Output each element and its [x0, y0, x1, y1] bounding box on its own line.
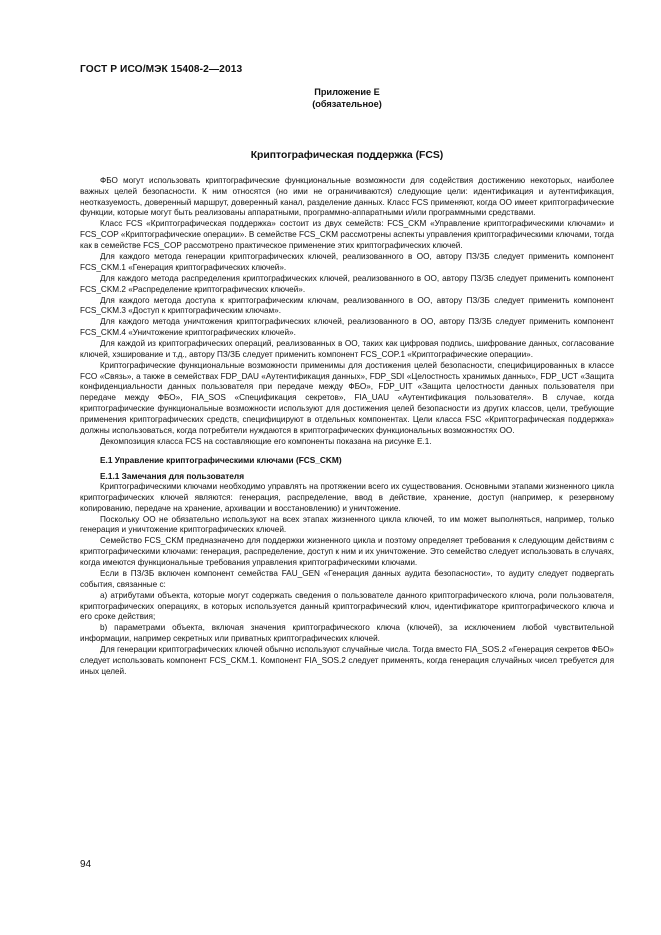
list-item: b) параметрами объекта, включая значения криптографического ключа (ключей), за исключением любой чувствительной информации, например секретных или приватных криптографических ключей. — [80, 623, 614, 644]
paragraph: Криптографические функциональные возможности применимы для достижения целей безопасности, специфицированных в классе FCO «Связь», а также в семействах FDP_DAU «Аутентификация данных», FDP_SDI «Целостность хранимых данных», FDP_UCT «Защита конфиденциальности данных пользователя при передаче между ФБО», FDP_UIT «Защита целостности данных пользователя при передаче между ФБО», FIA_SOS «Спецификация секретов», FIA_UAU «Аутентификация пользователя». В случае, когда криптографические функциональные возможности используют для достижения целей безопасности из других классов, цели, требующие применения криптографических средств, специфицируют в отдельных компонентах. Цели класса FSC «Криптографическая поддержка» должны использоваться, когда потребители нуждаются в криптографических функциональных возможностях ОО. — [80, 360, 614, 435]
paragraph: Для каждого метода распределения криптографических ключей, реализованного в ОО, автору ПЗ/ЗБ следует применить компонент FCS_CKM.2 «Распределение криптографических ключей». — [80, 273, 614, 294]
appendix-title: Криптографическая поддержка (FCS) — [250, 150, 444, 161]
appendix-status: (обязательное) — [312, 99, 382, 109]
paragraph: Для каждого метода уничтожения криптографических ключей, реализованного в ОО, автору ПЗ/ЗБ следует применить компонент FCS_CKM.4 «Уничтожение криптографических ключей». — [80, 317, 614, 338]
paragraph: Семейство FCS_CKM предназначено для поддержки жизненного цикла и поэтому определяет требования к следующим действиям с криптографическими ключами: генерация, распределение, доступ к ним и их уничтожение. Это семейство следует использовать в случаях, когда имеются функциональные требования управления криптографическими ключами. — [80, 536, 614, 567]
document-code: ГОСТ Р ИСО/МЭК 15408-2—2013 — [80, 64, 243, 75]
paragraph: Если в ПЗ/ЗБ включен компонент семейства FAU_GEN «Генерация данных аудита безопасности», то аудиту следует подвергать события, связанные с: — [80, 568, 614, 589]
paragraph: Для каждого метода генерации криптографических ключей, реализованного в ОО, автору ПЗ/ЗБ следует применить компонент FCS_CKM.1 «Генерация криптографических ключей». — [80, 251, 614, 272]
paragraph: ФБО могут использовать криптографические функциональные возможности для содействия достижению некоторых, наиболее важных целей безопасности. К ним относятся (но ими не ограничиваются) следующие цели: идентификация и аутентификация, неотказуемость, доверенный маршрут, доверенный канал, разделение данных. Класс FCS применяют, когда ОО имеет криптографические функции, которые могут быть реализованы аппаратными, программно-аппаратными и/или программными средствами. — [80, 176, 614, 218]
paragraph: Для каждой из криптографических операций, реализованных в ОО, таких как цифровая подпись, шифрование данных, согласование ключей, хэширование и т.д., автору ПЗ/ЗБ следует применить компонент FCS_COP.1 «Криптографические операции». — [80, 339, 614, 359]
paragraph: Для каждого метода доступа к криптографическим ключам, реализованного в ОО, автору ПЗ/ЗБ следует применить компонент FCS_CKM.3 «Доступ к криптографическим ключам». — [80, 295, 614, 316]
appendix-label: Приложение Е — [314, 87, 380, 97]
paragraph: Класс FCS «Криптографическая поддержка» состоит из двух семейств: FCS_CKM «Управление криптографическими ключами» и FCS_COP «Криптографические операции». В семействе FCS_CKM рассмотрены аспекты управления криптографическими ключами, тогда как в семействе FCS_COP рассмотрено практическое применение этих криптографических ключей. — [80, 219, 614, 250]
paragraph: Декомпозиция класса FCS на составляющие его компоненты показана на рисунке Е.1. — [100, 436, 432, 446]
paragraph: Поскольку ОО не обязательно используют на всех этапах жизненного цикла ключей, то им может выполняться, например, только генерация и уничтожение криптографических ключей. — [80, 514, 614, 535]
list-item: а) атрибутами объекта, которые могут содержать сведения о пользователе данного криптографического ключа, роли пользователя, криптографических операциях, в которых используется данный криптографический ключ, идентификаторе криптографического ключа и его сроке действия; — [80, 590, 614, 622]
document-body — [80, 176, 614, 678]
paragraph: Криптографическими ключами необходимо управлять на протяжении всего их существования. Основными этапами жизненного цикла криптографических ключей являются: генерация, распределение, ввод в действие, хранение, доступ (например, к резервному копированию, передаче на хранение, архивации и восстановлению) и уничтожение. — [80, 482, 614, 513]
subsection-heading: Е.1.1 Замечания для пользователя — [100, 471, 245, 482]
appendix-header — [80, 86, 614, 110]
page-number: 94 — [80, 859, 92, 870]
section-heading: Е.1 Управление криптографическими ключами (FCS_CKM) — [100, 455, 342, 466]
paragraph: Для генерации криптографических ключей обычно используют случайные числа. Тогда вместо FIA_SOS.2 «Генерация секретов ФБО» следует использовать компонент FCS_CKM.1. Компонент FIA_SOS.2 следует применять, когда генерация случайных чисел требуется для иных целей. — [80, 645, 614, 676]
